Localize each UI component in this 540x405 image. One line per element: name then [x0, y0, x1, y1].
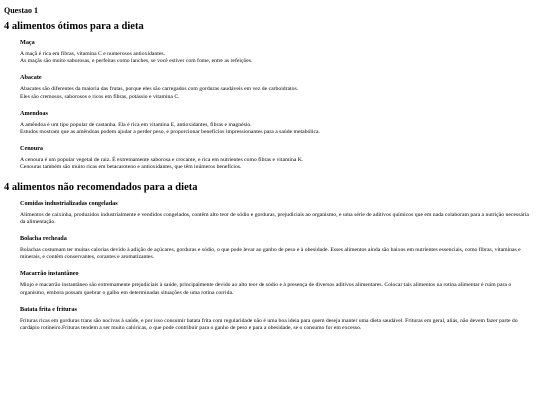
food-item-text — [20, 247, 536, 261]
text-line: Miojo e macarrão instantâneo são extremamente prejudiciais à saúde, principalmente devido ao alto teor de sódio e à presença de diversos aditivos alimentares. Colocar tais alimentos na rotina alimentar é ruim para o organismo, embora possam quebrar o galho em determinadas situações de uma rotina corrida. — [20, 282, 512, 296]
food-item-text — [20, 318, 536, 332]
question-title: Questao 1 — [4, 6, 38, 15]
food-item-title: Maça — [20, 39, 35, 46]
food-item-title: Amendoas — [20, 109, 48, 117]
food-item-amendoas — [20, 110, 536, 136]
text-line: Frituras ricas em gorduras trans são nocivas à saúde, e por isso consumir batata frita com regularidade não é uma boa ideia para quem deseja manter uma dieta saudável. Frituras em geral, aliás, não devem fazer parte do cardápio rotineiro.Frituras tendem a ser muito calóricas, o que pode contribuir para o ganho de peso e para a obesidade, se o consumo for em excesso. — [20, 317, 518, 332]
food-item-title: Bolacha recheada — [20, 235, 67, 243]
text-line: Bolachas costumam ter muitas calorias devido à adição de açúcares, gorduras e sódio, o que pode levar ao ganho de peso e à obesidade. Esses alimentos ainda são baixos em nutrientes essenciais, como fibras, vitaminas e minerais, e contêm conservantes, corantes e aromatizantes. — [20, 247, 521, 261]
food-item-title: Macarrão instantâneo — [20, 270, 79, 278]
food-item-maca — [20, 39, 536, 65]
food-item-abacate — [20, 74, 536, 100]
food-item-macarrao — [20, 270, 536, 296]
food-item-text — [20, 157, 536, 171]
food-item-text — [20, 51, 536, 65]
text-line: Abacates são diferentes da maioria das frutas, porque eles são carregados com gorduras saudáveis em vez de carboidratos. — [20, 86, 299, 93]
food-item-cenoura — [20, 145, 536, 171]
food-item-frituras — [20, 306, 536, 332]
section-title: 4 alimentos não recomendados para a dieta — [4, 181, 198, 193]
text-line: Estudos mostram que as amêndoas podem ajudar a perder peso, e proporcionar benefícios impressionantes para a saúde metabólica. — [20, 129, 320, 136]
text-line: Alimentos de caixinha, produzidos industrialmente e vendidos congelados, contêm alto teor de sódio e gorduras, prejudiciais ao organismo, e uma série de aditivos químicos que em nada colaboram para a nutrição necessária da alimentação. — [20, 211, 529, 225]
section-bad-foods — [4, 181, 536, 333]
text-line: Eles são cremosos, saborosos e ricos em fibras, potássio e vitamina C. — [20, 93, 180, 100]
food-item-title: Abacate — [20, 74, 42, 82]
text-line: A amêndoa é um tipo popular de castanha. Ela é rica em vitamina E, antioxidantes, fibras e magnésio. — [20, 121, 252, 128]
food-item-title: Cenoura — [20, 145, 44, 153]
food-item-title: Batata frita e frituras — [20, 305, 77, 313]
food-item-text — [20, 212, 536, 226]
food-item-text — [20, 282, 536, 296]
text-line: A maçã é rica em fibras, vitamina C e numerosos antioxidantes. — [20, 51, 165, 57]
food-item-text — [20, 122, 536, 136]
food-item-title: Comidas industrializadas congeladas — [20, 199, 118, 207]
food-item-congelados — [20, 200, 536, 226]
food-item-text — [20, 86, 536, 100]
text-line: Cenouras também são muito ricas em betacaroteno e antioxidantes, que têm inúmeros benefícios. — [20, 164, 242, 171]
text-line: A cenoura é um popular vegetal de raiz. É extremamente saborosa e crocante, e rica em nutrientes como fibras e vitamina K. — [20, 157, 304, 164]
food-item-bolacha — [20, 235, 536, 261]
text-line: As maçãs são muito saborosas, e perfeitas como lanches, se você estiver com fome, entre as refeições. — [20, 58, 253, 65]
section-good-foods — [4, 20, 536, 172]
section-title: 4 alimentos ótimos para a dieta — [4, 21, 144, 32]
